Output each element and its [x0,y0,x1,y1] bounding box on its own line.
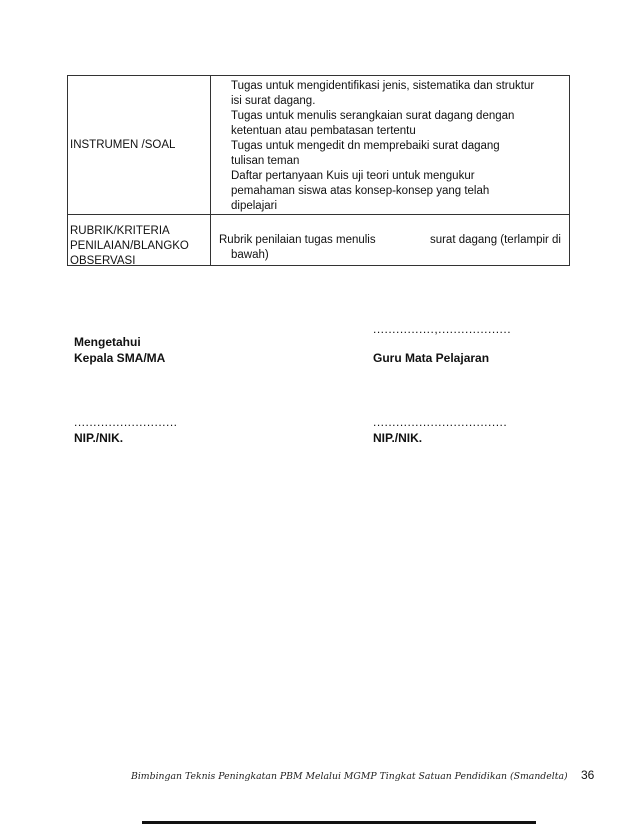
signature-right-line: ................................... NIP./NIK. [373,415,508,445]
row-label-instrumen: INSTRUMEN /SOAL [68,76,211,214]
instrumen-line: tulisan teman [231,155,300,167]
rubrik-text-cont: bawah) [231,249,269,261]
assessment-table [67,75,570,266]
nip-right: NIP./NIK. [373,431,423,445]
table-row-instrumen [68,76,569,214]
rubrik-text-left: Rubrik penilaian tugas menulis [219,234,376,246]
signature-right-label: Guru Mata Pelajaran [373,351,490,365]
instrumen-items [211,76,569,214]
instrumen-line: Tugas untuk mengedit dn memprebaiki surat dagang [231,140,500,152]
rubrik-description [211,215,569,265]
signature-left-line: ........................... NIP./NIK. [74,415,178,445]
instrumen-line: Tugas untuk menulis serangkaian surat dagang dengan [231,110,515,122]
date-placeholder: ................,................... [373,322,512,336]
table-row-rubrik [68,214,569,265]
instrumen-line: isi surat dagang. [231,95,316,107]
instrumen-line: pemahaman siswa atas konsep-konsep yang telah [231,185,490,197]
rubrik-text-right: surat dagang (terlampir di [429,234,561,246]
instrumen-line: ketentuan atau pembatasan tertentu [231,125,416,137]
signature-left-label: Mengetahui Kepala SMA/MA [74,335,166,365]
instrumen-line: Daftar pertanyaan Kuis uji teori untuk mengukur [231,170,475,182]
row-label-rubrik: RUBRIK/KRITERIA PENILAIAN/BLANGKO OBSERVASI [68,215,211,265]
instrumen-line: dipelajari [231,200,278,212]
page-number: 36 [581,768,595,782]
footer-text: Bimbingan Teknis Peningkatan PBM Melalui MGMP Tingkat Satuan Pendidikan (Smandelta) [131,771,568,782]
footer-rule [142,821,536,824]
instrumen-line: Tugas untuk mengidentifikasi jenis, sistematika dan struktur [231,80,535,92]
nip-left: NIP./NIK. [74,431,124,445]
